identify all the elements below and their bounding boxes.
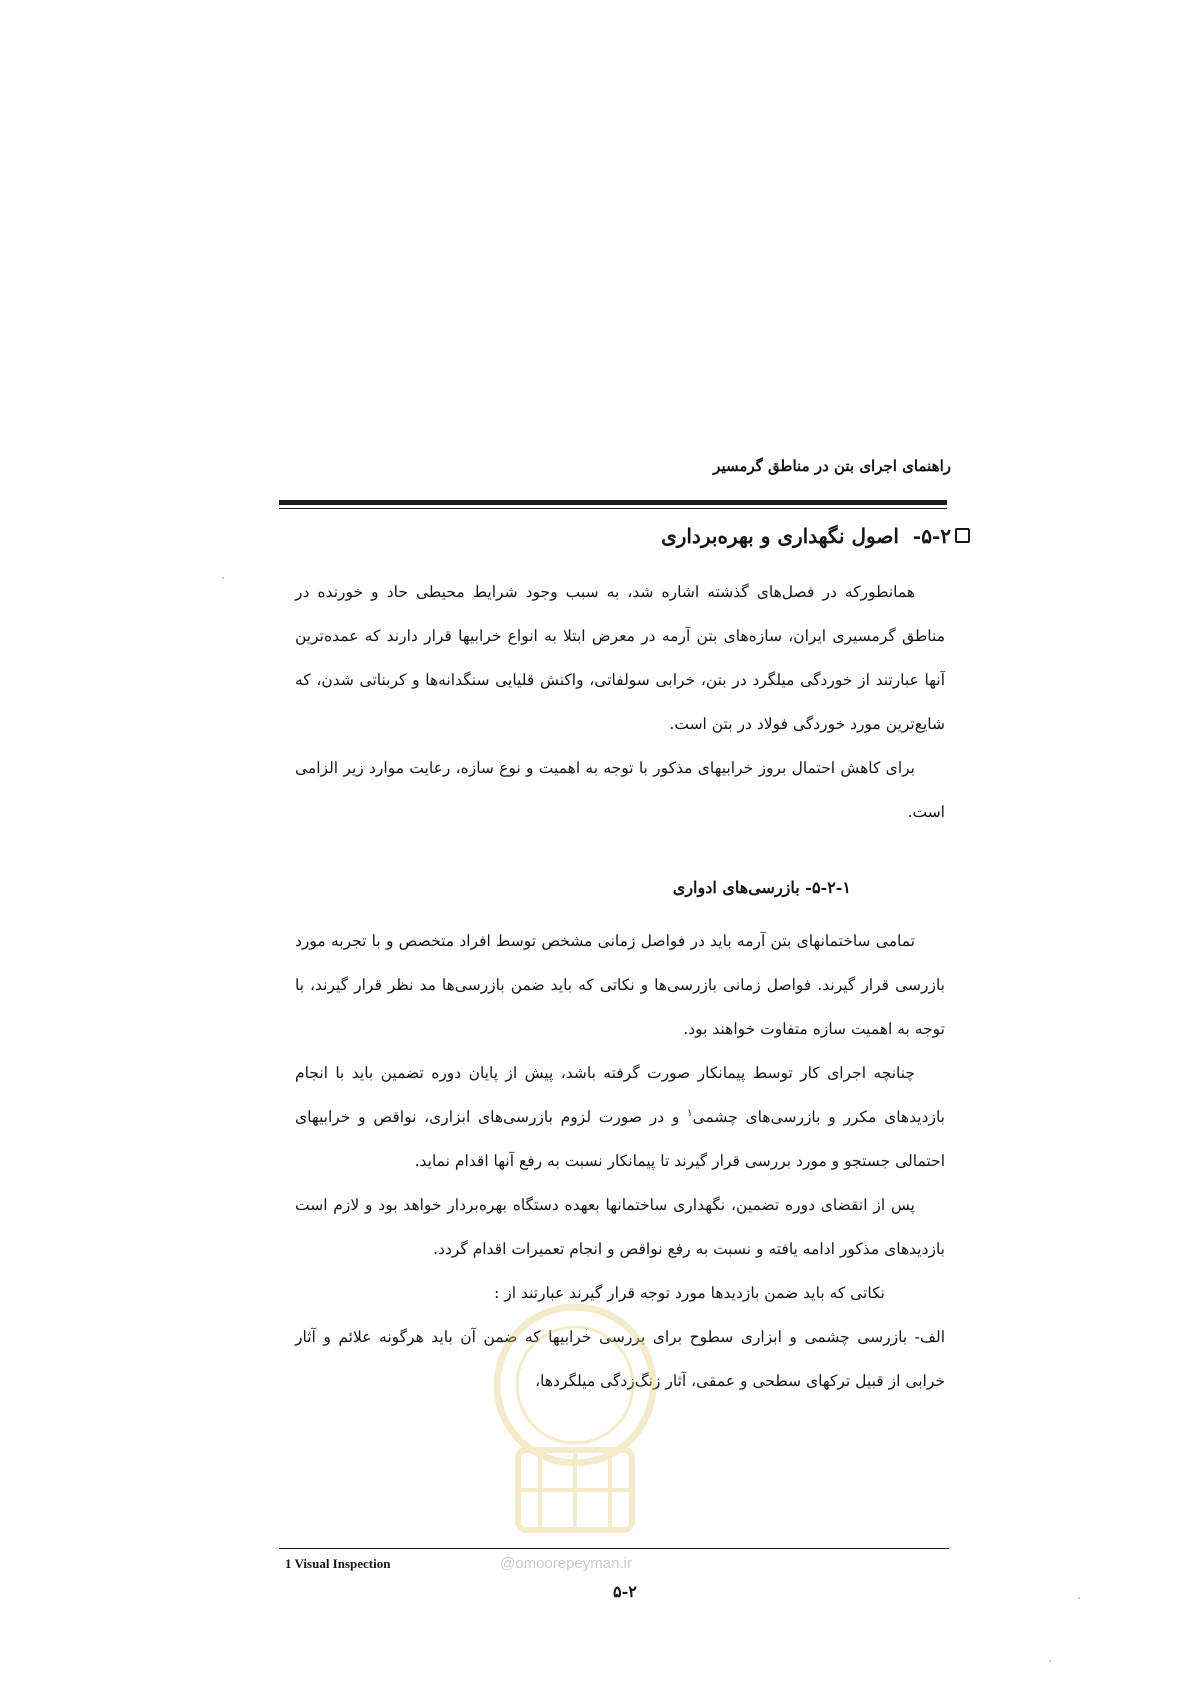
- intro-text: [295, 570, 945, 834]
- intro-paragraph-2: برای کاهش احتمال بروز خرابیهای مذکور با توجه به اهمیت و نوع سازه، رعایت موارد زیر الزامی است.: [295, 759, 945, 821]
- running-head: راهنمای اجرای بتن در مناطق گرمسیر: [713, 457, 951, 475]
- footnote-marker: ۱: [687, 1107, 693, 1119]
- body-paragraph-4: نکاتی که باید ضمن بازدیدها مورد توجه قرار گیرند عبارتند از :: [494, 1284, 885, 1302]
- section-title: اصول نگهداری و بهره‌برداری: [661, 524, 899, 548]
- footnote-rule: [279, 1548, 949, 1549]
- section-box-icon: [955, 528, 970, 543]
- subsection-title: بازرسی‌های ادواری: [672, 878, 800, 897]
- body-paragraph-3: پس از انقضای دوره تضمین، نگهداری ساختمانها بعهده دستگاه بهره‌بردار خواهد بود و لازم است بازدیدهای مذکور ادامه یافته و نسبت به رفع نواقص و انجام تعمیرات اقدام گردد.: [295, 1196, 945, 1258]
- section-heading: [661, 524, 951, 548]
- header-rule-thick: [279, 500, 947, 505]
- section-number: ۵-۲-: [912, 524, 951, 548]
- page-number: ۵-۲: [613, 1582, 637, 1601]
- intro-paragraph-1: همانطورکه در فصل‌های گذشته اشاره شد، به سبب وجود شرایط محیطی حاد و خورنده در مناطق گرمسیری ایران، سازه‌های بتن آرمه در معرض ابتلا به انواع خرابیها قرار دارند که عمده‌ترین آنها عبارتند از خوردگی میلگرد در بتن، خرابی سولفاتی، واکنش قلیایی سنگدانه‌ها و کربناتی شدن، که شایع‌ترین مورد خوردگی فولاد در بتن است.: [295, 583, 945, 733]
- scan-speck: [1078, 1597, 1080, 1599]
- body-paragraph-2: [295, 1051, 945, 1183]
- subsection-body: [295, 919, 945, 1403]
- body-paragraph-1: تمامی ساختمانهای بتن آرمه باید در فواصل زمانی مشخص توسط افراد متخصص و با تجربه مورد بازرسی قرار گیرند. فواصل زمانی بازرسی‌ها و نکاتی که باید ضمن بازرسی‌ها مد نظر قرار گیرند، با توجه به اهمیت سازه متفاوت خواهند بود.: [295, 932, 945, 1038]
- watermark-base: [518, 1450, 632, 1530]
- body-paragraph-5: الف- بازرسی چشمی و ابزاری سطوح برای بررسی خرابیها که ضمن آن باید هرگونه علائم و آثار خرابی از قبیل ترکهای سطحی و عمقی، آثار زنگ‌زدگی میلگردها،: [295, 1328, 945, 1390]
- header-rule-thin: [279, 508, 947, 509]
- body-paragraph-2-part-2: و در صورت لزوم بازرسی‌های ابزاری، نواقص و خرابیهای احتمالی جستجو و مورد بررسی قرار گیرند تا پیمانکار نسبت به رفع آنها اقدام نماید.: [295, 1108, 945, 1170]
- watermark-url: @omoorepeyman.ir: [500, 1555, 632, 1572]
- subsection-heading: [673, 878, 851, 897]
- footnote: 1 Visual Inspection: [285, 1556, 391, 1571]
- scan-speck: [222, 577, 224, 579]
- body-paragraph-2-part-1: چنانچه اجرای کار توسط پیمانکار صورت گرفته باشد، پیش از پایان دوره تضمین باید با انجام بازدیدهای مکرر و بازرسی‌های چشمی: [295, 1064, 945, 1126]
- scan-speck: [1049, 1660, 1051, 1662]
- subsection-number: ۵-۲-۱-: [805, 878, 851, 897]
